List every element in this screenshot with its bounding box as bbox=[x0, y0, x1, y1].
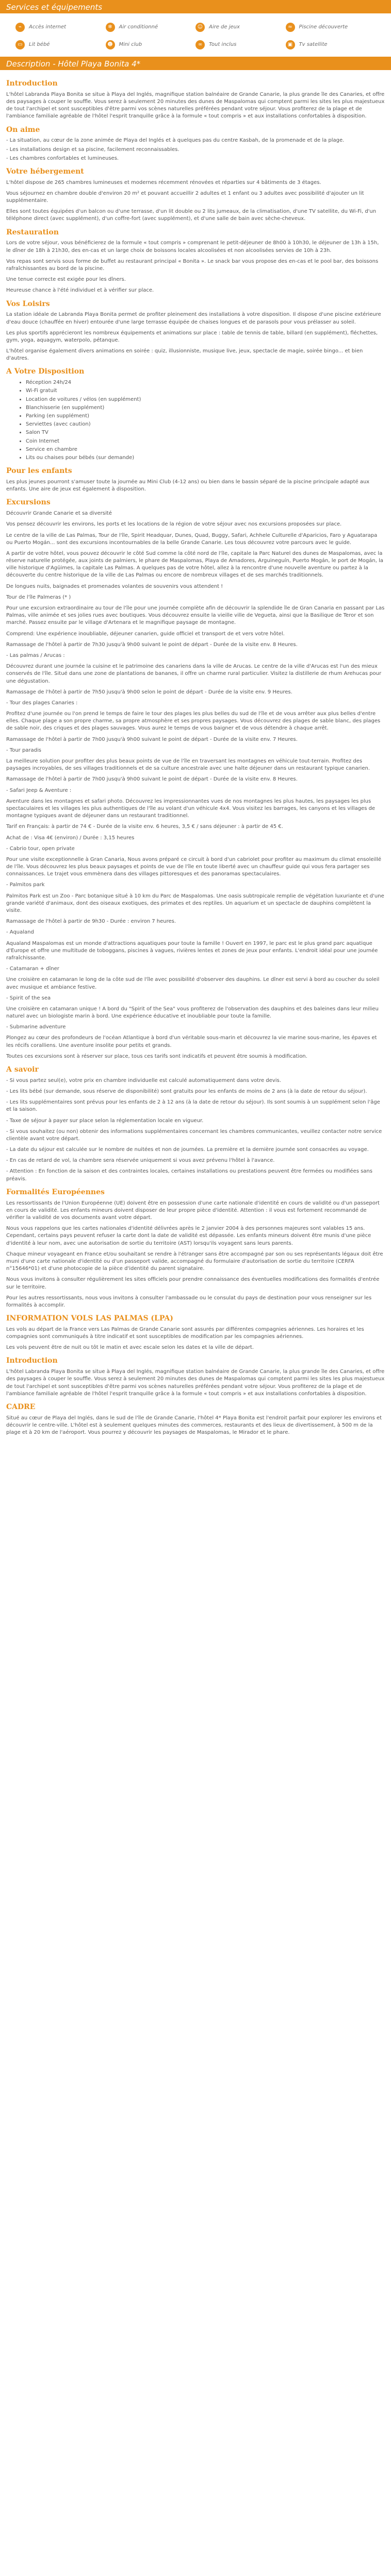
section-heading: A savoir bbox=[6, 1065, 39, 1074]
paragraph: Aqualand Maspalomas est un monde d'attractions aquatiques pour toute la famille ! Ouvert en 1997, le parc est le plus grand parc aquatique d'Europe et offre une multitude de toboggans, piscines à vagues, rivières lentes et zones de jeux pour enfants. L'endroit idéal pour une journée rafraîchissante. bbox=[6, 940, 378, 961]
section-heading: Introduction bbox=[6, 79, 58, 88]
service-item bbox=[196, 38, 286, 52]
service-item bbox=[15, 21, 106, 34]
paragraph: Plongez au cœur des profondeurs de l'océan Atlantique à bord d'un véritable sous-marin et découvrez la vie marine sous-marine, les épaves et les récifs coralliens. Une aventure insolite pour petits et grands. bbox=[6, 1035, 377, 1048]
amenity-item: • Wi-Fi gratuit bbox=[26, 387, 385, 395]
paragraph: Situé au cœur de Playa del Inglés, dans le sud de l'île de Grande Canarie, l'hôtel 4* Playa Bonita est l'endroit parfait pour explorer les environs et découvrir le centre-ville. L'hôtel est à seulement quelques minutes des commerces, restaurants et des lieux de divertissement, à 500 m de la plage et à 20 km de l'aéroport. Vous pourrez y découvrir les paysages de Maspalomas, le Mirador et le phare. bbox=[6, 1415, 382, 1436]
paragraph: - Les lits supplémentaires sont prévus pour les enfants de 2 à 12 ans (à la date de retour du séjour). Ils sont soumis à un supplément selon l'âge et la saison. bbox=[6, 1099, 380, 1113]
paragraph: Vos repas sont servis sous forme de buffet au restaurant principal « Bonita ». Le snack bar vous propose des en-cas et le pool bar, des boissons rafraîchissantes au bord de la piscine. bbox=[6, 258, 379, 272]
paragraph: Une croisière en catamaran unique ! A bord du "Spirit of the Sea" vous profiterez de l'observation des dauphins et des baleines dans leur milieu naturel avec un biologiste marin à bord. Une expérience éducative et inoubliable pour toute la famille. bbox=[6, 1006, 379, 1020]
service-label: Lit bébé bbox=[29, 41, 50, 47]
paragraph: Toutes ces excursions sont à réserver sur place, tous ces tarifs sont indicatifs et peuvent être soumis à modification. bbox=[6, 1053, 307, 1059]
paragraph: - Taxe de séjour à payer sur place selon la réglementation locale en vigueur. bbox=[6, 1117, 204, 1124]
section-heading: Introduction bbox=[6, 1357, 58, 1365]
paragraph: Découvrez durant une journée la cuisine et le patrimoine des canariens dans la ville de Arucas. Le centre de la ville d'Arucas est l'un des mieux conservés de l'île. Situé dans une zone de plantations de bananes, il offre un charme rural particulier. Visitez la distillerie de rhum Arehucas pour une dégustation. bbox=[6, 664, 382, 684]
bullet-item: - Les chambres confortables et lumineuses. bbox=[6, 155, 119, 161]
paragraph: Ramassage de l'hôtel à partir de 9h30 - Durée : environ 7 heures. bbox=[6, 919, 176, 925]
service-item bbox=[15, 38, 106, 52]
paragraph: - En cas de retard de vol, la chambre sera réservée uniquement si vous avez prévenu l'hôtel à l'avance. bbox=[6, 1158, 275, 1164]
paragraph: L'hôtel organise également divers animations en soirée : quiz, illusionniste, musique live, jeux, spectacle de magie, soirée bingo... et bien d'autres. bbox=[6, 348, 363, 362]
paragraph: - Tour paradis bbox=[6, 747, 41, 753]
paragraph: - Aqualand bbox=[6, 929, 34, 936]
service-item bbox=[286, 38, 376, 52]
paragraph: Nous vous rappelons que les cartes nationales d'identité délivrées après le 2 janvier 2004 à des personnes majeures sont valables 15 ans. Cependant, certains pays peuvent refuser la carte dont la date de validité est dépassée. Les enfants mineurs doivent être munis d'une pièce d'identité à leur nom, avec une autorisation de sortie du territoire (AST) lorsqu'ils voyagent sans leurs parents. bbox=[6, 1226, 371, 1246]
tv-icon: ▣ bbox=[286, 40, 295, 49]
service-item bbox=[196, 21, 286, 34]
service-item bbox=[286, 21, 376, 34]
paragraph: L'hôtel Labranda Playa Bonita se situe à Playa del Inglés, magnifique station balnéaire de Grande Canarie, la plus grande île des Canaries, et offre des paysages à couper le souffle. Vous serez à seulement 20 minutes des dunes de Maspalomas qui comptent parmi les sites les plus majestueux de tout l'archipel et sont susceptibles d'être parmi vos scènes naturelles préférées pendant votre séjour. Vous profiterez de la plage et de l'ambiance familiale agréable de l'hôtel l'esprit tranquille grâce à la formule « tout compris » et aux installations confortables à disposition. bbox=[6, 91, 385, 120]
paragraph: Palmitos Park est un Zoo - Parc botanique situé à 10 km du Parc de Maspalomas. Une oasis subtropicale remplie de végétation luxuriante et d'une grande variété d'animaux, dont des oiseaux exotiques, des primates et des reptiles. Un aquarium et un spectacle de dauphins complètent la visite. bbox=[6, 893, 384, 913]
paragraph: Les plus sportifs apprécieront les nombreux équipements et animations sur place : table de tennis de table, billard (en supplément), fléchettes, gym, yoga, aquagym, waterpolo, pétanque. bbox=[6, 330, 378, 343]
paragraph: - Catamaran + dîner bbox=[6, 966, 59, 972]
paragraph: Elles sont toutes équipées d'un balcon ou d'une terrasse, d'un lit double ou 2 lits jumeaux, de la climatisation, d'une TV satellite, du Wi-Fi, d'un téléphone direct (avec supplément), d'un coffre-fort (avec supplément), et d'une salle de bain avec sèche-cheveux. bbox=[6, 209, 377, 222]
paragraph: Tarif en Français: à partir de 74 € - Durée de la visite env. 6 heures, 3,5 € / sans déjeuner : à partir de 45 €. bbox=[6, 824, 283, 830]
section-heading: Vos Loisirs bbox=[6, 299, 50, 308]
paragraph: - Attention : En fonction de la saison et des contraintes locales, certaines installations ou prestations peuvent être fermées ou modifiées sans préavis. bbox=[6, 1168, 372, 1182]
paragraph: Une tenue correcte est exigée pour les dîners. bbox=[6, 277, 126, 283]
kids-club-icon: ☻ bbox=[106, 40, 115, 49]
paragraph: - Submarine adventure bbox=[6, 1024, 66, 1030]
paragraph: L'hôtel Labranda Playa Bonita se situe à Playa del Inglés, magnifique station balnéaire de Grande Canarie, la plus grande île des Canaries, et offre des paysages à couper le souffle. Vous serez à seulement 20 minutes des dunes de Maspalomas qui comptent parmi les sites les plus majestueux de tout l'archipel et sont susceptibles d'être parmi vos scènes naturelles préférées pendant votre séjour. Vous profiterez de la plage et de l'ambiance familiale agréable de l'hôtel l'esprit tranquille grâce à la formule « tout compris » et aux installations confortables à disposition. bbox=[6, 1369, 385, 1397]
paragraph: Vous séjournez en chambre double d'environ 20 m² et pouvant accueillir 2 adultes et 1 enfant ou 3 adultes avec possibilité d'ajouter un lit supplémentaire. bbox=[6, 190, 364, 204]
paragraph: - La date du séjour est calculée sur le nombre de nuitées et non de journées. La première et la dernière journée sont consacrées au voyage. bbox=[6, 1147, 369, 1153]
amenity-item: • Location de voitures / vélos (en supplément) bbox=[26, 396, 385, 403]
service-label: Air conditionné bbox=[119, 24, 158, 30]
bullet-item: - La situation, au cœur de la zone animée de Playa del Inglés et à quelques pas du centre Kasbah, de la promenade et de la plage. bbox=[6, 138, 345, 144]
paragraph: - Palmitos park bbox=[6, 882, 45, 888]
description-banner: Description - Hôtel Playa Bonita 4* bbox=[0, 57, 391, 70]
service-label: Accès internet bbox=[29, 24, 67, 30]
amenity-item: • Serviettes (avec caution) bbox=[26, 421, 385, 428]
paragraph: Nous vous invitons à consulter régulièrement les sites officiels pour prendre connaissance des éventuelles modifications des formalités d'entrée sur le territoire. bbox=[6, 1277, 380, 1290]
paragraph: Comprend: Une expérience inoubliable, déjeuner canarien, guide officiel et transport de et vers votre hôtel. bbox=[6, 631, 285, 637]
paragraph: Ramassage de l'hôtel à partir de 7h50 jusqu'à 9h00 selon le point de départ - Durée de la visite env. 9 Heures. bbox=[6, 689, 292, 695]
service-label: Tv satellite bbox=[299, 41, 328, 47]
paragraph: - Tour des plages Canaries : bbox=[6, 700, 78, 706]
service-label: Mini club bbox=[119, 41, 142, 47]
paragraph: Ramassage de l'hôtel à partir de 7h00 jusqu'à 9h00 suivant le point de départ - Durée de la visite env. 8 Heures. bbox=[6, 776, 298, 783]
paragraph: La station idéale de Labranda Playa Bonita permet de profiter pleinement des installations à votre disposition. Il dispose d'une piscine extérieure d'eau douce (chauffée en hiver) entourée d'une large terrasse équipée de chaises longues et de parasols pour vous prélasser au soleil. bbox=[6, 312, 381, 325]
section-heading: Pour les enfants bbox=[6, 467, 72, 476]
paragraph: Achat de : Visa 4€ (environ) / Durée : 3,15 heures bbox=[6, 835, 135, 841]
amenity-item: • Réception 24h/24 bbox=[26, 379, 385, 386]
service-item bbox=[106, 38, 196, 52]
snowflake-icon: ❄ bbox=[106, 23, 115, 32]
amenity-item: • Blanchisserie (en supplément) bbox=[26, 404, 385, 412]
paragraph: Ramassage de l'hôtel à partir de 7h00 jusqu'à 9h00 suivant le point de départ - Durée de la visite env. 7 Heures. bbox=[6, 736, 298, 742]
paragraph: - Si vous partez seul(e), votre prix en chambre individuelle est calculé automatiquement dans votre devis. bbox=[6, 1077, 281, 1083]
paragraph: De longues nuits, baignades et promenades volantes de souvenirs vous attendent ! bbox=[6, 583, 223, 589]
pool-icon: ≈ bbox=[286, 23, 295, 32]
paragraph: Pour une excursion extraordinaire au tour de l'île pour une journée complète afin de découvrir la splendide île de Gran Canaria en passant par Las Palmas, ville animée et ses jolies rues avec boutiques. Vous découvrez ensuite la vieille ville de Vegueta, ainsi que la Basilique de Teror et son marché. Passez ensuite par le village d'Artenara et le magnifique paysage de montagne. bbox=[6, 605, 385, 626]
paragraph: Découvrir Grande Canarie et sa diversité bbox=[6, 511, 112, 517]
paragraph: Pour les autres ressortissants, nous vous invitons à consulter l'ambassade ou le consulat du pays de destination pour vous renseigner sur les formalités à accomplir. bbox=[6, 1295, 372, 1308]
paragraph: Heureuse chance à l'été individuel et à vérifier sur place. bbox=[6, 287, 154, 294]
paragraph: L'hôtel dispose de 265 chambres lumineuses et modernes récemment rénovées et réparties sur 4 bâtiments de 3 étages. bbox=[6, 179, 321, 185]
paragraph: Les plus jeunes pourront s'amuser toute la journée au Mini Club (4-12 ans) ou bien dans le bassin séparé de la piscine principale adapté aux enfants. Une aire de jeux est également à disposition. bbox=[6, 479, 370, 493]
service-item bbox=[106, 21, 196, 34]
paragraph: Pour une visite exceptionnelle à Gran Canaria, Nous avons préparé ce circuit à bord d'un cabriolet pour profiter au maximum du climat ensoleillé de l'île. Vous découvrez les plus beaux paysages et points de vue de l'île en toute liberté avec un chauffeur guide qui vous fera partager ses connaissances. Le trajet vous emmènera dans des villages pittoresques et des panoramas spectaculaires. bbox=[6, 856, 382, 877]
bullet-item: - Les installations design et sa piscine, facilement reconnaissables. bbox=[6, 146, 180, 152]
bullet-list bbox=[6, 137, 385, 162]
paragraph: Une croisière en catamaran le long de la côte sud de l'île avec possibilité d'observer des dauphins. Le dîner est servi à bord au coucher du soleil avec musique et ambiance festive. bbox=[6, 977, 380, 990]
service-label: Tout inclus bbox=[209, 41, 237, 47]
paragraph: Chaque mineur voyageant en France et/ou souhaitant se rendre à l'étranger sans être accompagné par son ou ses représentants légaux doit être muni d'une carte nationale d'identité ou d'un passeport valide, accompagné du formulaire d'autorisation de sortie du territoire (CERFA n°15646*01) et d'une photocopie de la pièce d'identité du parent signataire. bbox=[6, 1251, 383, 1272]
paragraph: Vos pensez découvrir les environs, les ports et les locations de la région de votre séjour avec nos excursions proposées sur place. bbox=[6, 521, 342, 528]
section-heading: INFORMATION VOLS LAS PALMAS (LPA) bbox=[6, 1314, 173, 1323]
amenity-item: • Parking (en supplément) bbox=[26, 413, 385, 420]
paragraph: Tour de l'île Palmeras (* ) bbox=[6, 594, 71, 600]
section-heading: Votre hébergement bbox=[6, 167, 84, 176]
paragraph: Ramassage de l'hôtel à partir de 7h30 jusqu'à 9h00 suivant le point de départ - Durée de la visite env. 8 Heures. bbox=[6, 641, 298, 648]
section-heading: Restauration bbox=[6, 228, 59, 236]
all-inclusive-icon: ∞ bbox=[196, 40, 205, 49]
paragraph: - Safari Jeep & Aventure : bbox=[6, 787, 72, 793]
services-banner: Services et équipements bbox=[0, 0, 391, 13]
amenity-item: • Lits ou chaises pour bébés (sur demande) bbox=[26, 454, 385, 462]
section-heading: A Votre Disposition bbox=[6, 367, 85, 376]
paragraph: A partir de votre hôtel, vous pouvez découvrir le côté Sud comme la côté nord de l'île, capitale la Parc Naturel des dunes de Maspalomas, avec la réserve naturelle protégée, aux joints de palmiers, le phare de Maspalomas, Playa de Amadores, Arguineguín, Puerto Mogán, le port de Mogán, la ville historique d'Agüimes, la capitale Las Palmas. A quelques pas de votre hôtel, allez à la rencontre d'une nouvelle aventure ou partez à la découverte du centre historique de la ville de Las Palmas ou encore de nombreux villages et de ses marchés traditionnels. bbox=[6, 550, 384, 579]
paragraph: Aventure dans les montagnes et safari photo. Découvrez les impressionnantes vues de nos montagnes les plus hautes, les paysages les plus spectaculaires et les villages les plus authentiques de l'île au volant d'un véhicule 4x4. Vous visitez les barrages, les canyons et les villages de montagne typiques avant de déjeuner dans un restaurant traditionnel. bbox=[6, 798, 376, 819]
amenities-list bbox=[6, 379, 385, 462]
paragraph: Les vols au départ de la France vers Las Palmas de Grande Canarie sont assurés par différentes compagnies aériennes. Les horaires et les compagnies sont communiqués à titre indicatif et sont susceptibles de modification par les compagnies aériennes. bbox=[6, 1326, 364, 1340]
paragraph: Le centre de la ville de Las Palmas, Tour de l'île, Spirit Headquar, Dunes, Quad, Buggy, Safari, Achhele Culturelle d'Aparicios, Faro y Aguatarapa ou Puerto Mogán... sont des excursions incontournables de la belle Grande Canarie. Les tous découvrez votre parcours avec le guide. bbox=[6, 532, 378, 546]
paragraph: Profitez d'une journée ou l'on prend le temps de faire le tour des plages les plus belles du sud de l'île et de vous arrêter aux plus belles d'entre elles. Chaque plage a son propre charme, sa propre atmosphère et ses propres paysages. Vous découvrez des plages de sable blanc, des plages de sable noir, des criques et des plages sauvages. Vous aurez le temps de vous baigner et de vous détendre à chaque arrêt. bbox=[6, 711, 381, 732]
amenity-item: • Coin Internet bbox=[26, 438, 385, 445]
service-label: Aire de jeux bbox=[209, 24, 240, 30]
section-heading: Formalités Européennes bbox=[6, 1188, 105, 1196]
paragraph: Les vols peuvent être de nuit ou tôt le matin et avec escale selon les dates et la ville de départ. bbox=[6, 1345, 254, 1351]
paragraph: Les ressortissants de l'Union Européenne (UE) doivent être en possession d'une carte nationale d'identité en cours de validité ou d'un passeport en cours de validité. Les enfants mineurs doivent disposer de leur propre pièce d'identité. Attention : il vous est fortement recommandé de vérifier la validité de vos documents avant votre départ. bbox=[6, 1200, 380, 1221]
paragraph: La meilleure solution pour profiter des plus beaux points de vue de l'île en traversant les montagnes en véhicule tout-terrain. Profitez des paysages incroyables, de ses villages traditionnels et de sa culture ancestrale avec une halte déjeuner dans un restaurant typique canarien. bbox=[6, 758, 370, 772]
wifi-icon: ⌁ bbox=[15, 23, 25, 32]
paragraph: - Si vous souhaitez (ou non) obtenir des informations supplémentaires concernant les chambres communicantes, veuillez contacter notre service clientèle avant votre départ. bbox=[6, 1128, 382, 1142]
section-heading: On aime bbox=[6, 125, 40, 134]
services-grid bbox=[0, 13, 391, 57]
paragraph: - Les lits bébé (sur demande, sous réserve de disponibilité) sont gratuits pour les enfants de moins de 2 ans (à la date de retour du séjour). bbox=[6, 1088, 367, 1094]
paragraph: - Cabrio tour, open private bbox=[6, 845, 75, 852]
paragraph: - Spirit of the sea bbox=[6, 995, 51, 1001]
service-label: Piscine découverte bbox=[299, 24, 348, 30]
section-heading: Excursions bbox=[6, 498, 51, 507]
description-content bbox=[0, 70, 391, 1450]
section-heading: CADRE bbox=[6, 1403, 36, 1411]
amenity-item: • Service en chambre bbox=[26, 446, 385, 453]
crib-icon: ▭ bbox=[15, 40, 25, 49]
paragraph: Lors de votre séjour, vous bénéficierez de la formule « tout compris » comprenant le petit-déjeuner de 8h00 à 10h30, le déjeuner de 13h à 15h, le dîner de 18h à 21h30, des en-cas et un large choix de boissons locales alcoolisées et non alcoolisées servies de 10h à 23h. bbox=[6, 240, 379, 253]
paragraph: - Las palmas / Arucas : bbox=[6, 652, 65, 658]
amenity-item: • Salon TV bbox=[26, 429, 385, 436]
playground-icon: ☺ bbox=[196, 23, 205, 32]
